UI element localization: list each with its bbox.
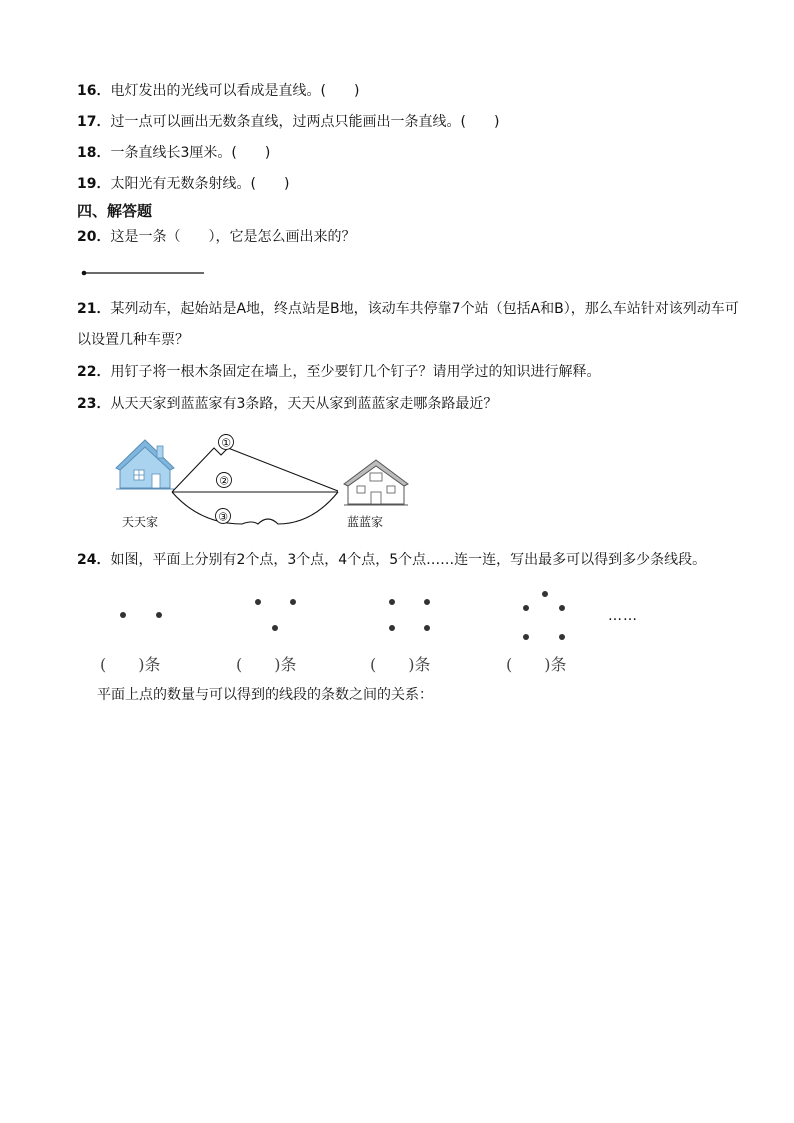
question-text: 从天天家到蓝蓝家有3条路，天天从家到蓝蓝家走哪条路最近？ — [110, 396, 498, 412]
question-number: 16． — [77, 83, 111, 99]
question-text: 这是一条（ ），它是怎么画出来的？ — [110, 229, 356, 245]
question-number: 18． — [77, 145, 111, 161]
question-24 — [77, 550, 706, 570]
house-left-icon — [116, 440, 174, 489]
house-right-icon — [344, 460, 408, 505]
point — [559, 605, 565, 611]
point — [156, 612, 162, 618]
point — [255, 599, 261, 605]
question-16 — [77, 81, 359, 101]
question-number: 22． — [77, 364, 111, 380]
point — [559, 634, 565, 640]
route-1-label: ① — [221, 436, 231, 450]
answer-blank-3-points[interactable]: ( )条 — [236, 655, 297, 674]
point — [272, 625, 278, 631]
three-points-group — [255, 599, 296, 631]
answer-blank-2-points[interactable]: ( )条 — [100, 655, 161, 674]
question-21 — [77, 294, 742, 356]
question-text: 某列动车，起始站是A地，终点站是B地，该动车共停靠7个站（包括A和B），那么车站针对该列动车可以设置几种车票？ — [77, 301, 739, 348]
question-17 — [77, 112, 499, 132]
question-text: 一条直线长3厘米。( ) — [110, 145, 271, 161]
point — [120, 612, 126, 618]
ellipsis: …… — [608, 608, 638, 624]
points-figure — [110, 585, 590, 645]
point — [389, 625, 395, 631]
route-2-label: ② — [219, 474, 229, 488]
point — [542, 591, 548, 597]
home-left-caption: 天天家 — [122, 515, 159, 529]
route-3-label: ③ — [218, 510, 228, 524]
five-points-group — [523, 591, 565, 640]
ray-figure — [80, 266, 210, 278]
point — [424, 625, 430, 631]
question-text: 太阳光有无数条射线。( ) — [110, 176, 290, 192]
question-23 — [77, 394, 497, 414]
question-number: 19． — [77, 176, 111, 192]
question-text: 电灯发出的光线可以看成是直线。( ) — [110, 83, 360, 99]
question-text: 过一点可以画出无数条直线，过两点只能画出一条直线。( ) — [110, 114, 500, 130]
question-number: 20． — [77, 229, 111, 245]
question-text: 用钉子将一根木条固定在墙上，至少要钉几个钉子？请用学过的知识进行解释。 — [110, 364, 601, 380]
point — [523, 634, 529, 640]
question-19 — [77, 174, 289, 194]
point — [290, 599, 296, 605]
question-20 — [77, 227, 355, 247]
two-points-group — [120, 612, 162, 618]
point — [424, 599, 430, 605]
question-number: 17． — [77, 114, 111, 130]
route-1-path — [172, 448, 338, 492]
answer-blank-5-points[interactable]: ( )条 — [506, 655, 567, 674]
home-right-caption: 蓝蓝家 — [347, 515, 384, 529]
question-number: 21． — [77, 301, 111, 317]
answer-blank-4-points[interactable]: ( )条 — [370, 655, 431, 674]
four-points-group — [389, 599, 430, 631]
question-18 — [77, 143, 270, 163]
question-22 — [77, 362, 600, 382]
relation-prompt: 平面上点的数量与可以得到的线段的条数之间的关系： — [97, 687, 433, 703]
question-number: 23． — [77, 396, 111, 412]
point — [389, 599, 395, 605]
route-3-path — [172, 492, 338, 524]
question-text: 如图，平面上分别有2个点，3个点，4个点，5个点……连一连，写出最多可以得到多少条线段。 — [110, 552, 707, 568]
point — [523, 605, 529, 611]
question-number: 24． — [77, 552, 111, 568]
section-title: 四、解答题 — [77, 202, 153, 220]
